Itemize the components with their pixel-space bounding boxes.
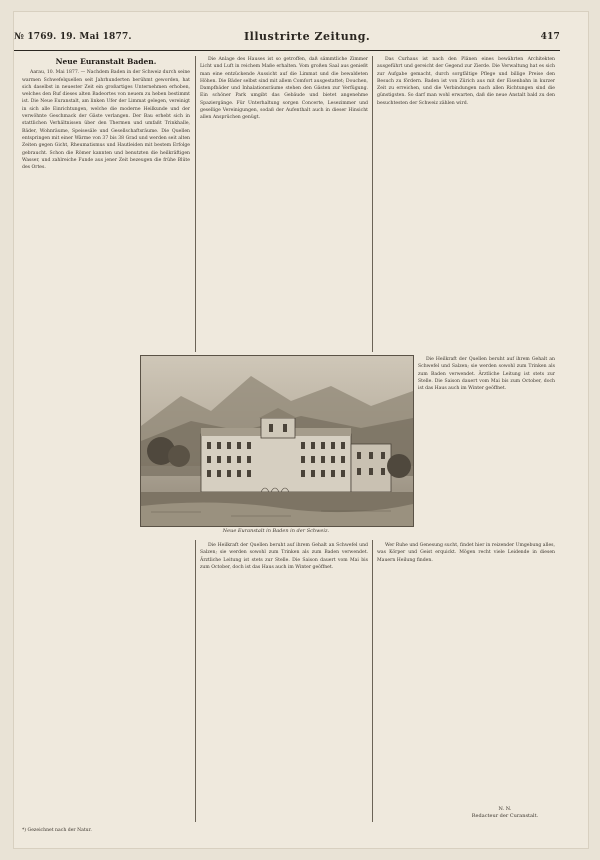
page-number: 417 xyxy=(540,32,560,42)
engraving-illustration xyxy=(140,355,414,527)
signature-title: Redacteur der Curanstalt. xyxy=(471,813,539,819)
column-divider xyxy=(195,540,196,822)
article-column-3 xyxy=(377,56,555,350)
column-divider xyxy=(372,540,373,822)
article-column-2 xyxy=(200,56,368,350)
article-paragraph: Das Curhaus ist nach den Plänen eines bewährten Architekten ausgeführt und gereicht der Gegend zur Zierde. Die Verwaltung hat es sich zur Aufgabe gemacht, durch sorgfältige Pflege und billige Preise den Besuch zu fördern. Baden ist von Zürich aus mit der Eisenbahn in kurzer Zeit zu erreichen, und die Verbindungen nach allen Richtungen sind die günstigsten. So darf man wohl erwarten, daß die neue Anstalt bald zu den besuchtesten der Schweiz zählen wird. xyxy=(377,57,555,106)
article-column-3-lower xyxy=(377,542,555,802)
signature xyxy=(450,806,560,820)
article-paragraph: Die Heilkraft der Quellen beruht auf ihrem Gehalt an Schwefel und Salzen; sie werden sowohl zum Trinken als zum Baden verwendet. Ärztliche Leitung ist stets zur Stelle. Die Saison dauert vom Mai bis zum October, doch ist das Haus auch im Winter geöffnet. xyxy=(418,357,555,392)
article-column-2-lower xyxy=(200,542,368,822)
header-rule xyxy=(14,50,560,51)
figure-caption: Neue Euranstalt in Baden in der Schweiz. xyxy=(222,528,330,534)
article-paragraph: Die Heilkraft der Quellen beruht auf ihrem Gehalt an Schwefel und Salzen; sie werden sowohl zum Trinken als zum Baden verwendet. Ärztliche Leitung ist stets zur Stelle. Die Saison dauert vom Mai bis zum October, doch ist das Haus auch im Winter geöffnet. xyxy=(200,543,368,570)
article-column-3-cont xyxy=(418,356,555,536)
column-divider xyxy=(372,56,373,352)
signature-name: N. N. xyxy=(498,806,512,812)
column-divider xyxy=(195,56,196,352)
spa-building-engraving xyxy=(141,356,413,526)
article-paragraph: Die Anlage des Hauses ist so getroffen, daß sämmtliche Zimmer Licht und Luft in reichem Maße erhalten. Vom großen Saal aus genießt man eine entzückende Aussicht auf die Limmat und die bewaldeten Höhen. Die Bäder selbst sind mit allem Comfort ausgestattet; Douchen, Dampfbäder und Inhalationsräume stehen den Gästen zur Verfügung. Ein schöner Park umgibt das Gebäude und bietet angenehme Spaziergänge. Für Unterhaltung sorgen Concerte, Lesezimmer und gesellige Vereinigungen, sodaß der Aufenthalt auch in dieser Hinsicht allen Ansprüchen genügt. xyxy=(200,57,368,121)
issue-number: № 1769. 19. Mai 1877. xyxy=(14,32,132,42)
page-header xyxy=(14,28,560,48)
article-paragraph: Wer Ruhe und Genesung sucht, findet hier in reizender Umgebung alles, was Körper und Geist erquickt. Mögen recht viele Leidende in diesen Mauern Heilung finden. xyxy=(377,543,555,563)
article-title: Neue Euranstalt Baden. xyxy=(55,57,157,66)
footnote: *) Gezeichnet nach der Natur. xyxy=(22,828,92,833)
masthead: Illustrirte Zeitung. xyxy=(244,30,371,43)
article-paragraph: Aarau, 10. Mai 1877. — Nachdem Baden in der Schweiz durch seine warmen Schwefelquellen seit Jahrhunderten berühmt geworden, hat sich daselbst in neuester Zeit ein großartiges Unternehmen erhoben, welches den Ruf dieses alten Badeortes von neuem zu heben bestimmt ist. Die Neue Euranstalt, am linken Ufer der Limmat gelegen, vereinigt in sich alle Einrichtungen, welche die moderne Heilkunde und der verwöhnte Geschmack der Gäste verlangen. Der Bau erhebt sich in stattlichen Verhältnissen über den Thermen und umfaßt Trinkhalle, Bäder, Wohnräume, Speisesäle und Gesellschaftsräume. Die Quellen entspringen mit einer Wärme von 37 bis 38 Grad und werden seit alten Zeiten gegen Gicht, Rheumatismus und Hautleiden mit bestem Erfolge gebraucht. Schon die Römer kannten und benutzten die heilkräftigen Wasser, und zahlreiche Funde aus jener Zeit bezeugen die frühe Blüte des Ortes. xyxy=(22,70,190,171)
